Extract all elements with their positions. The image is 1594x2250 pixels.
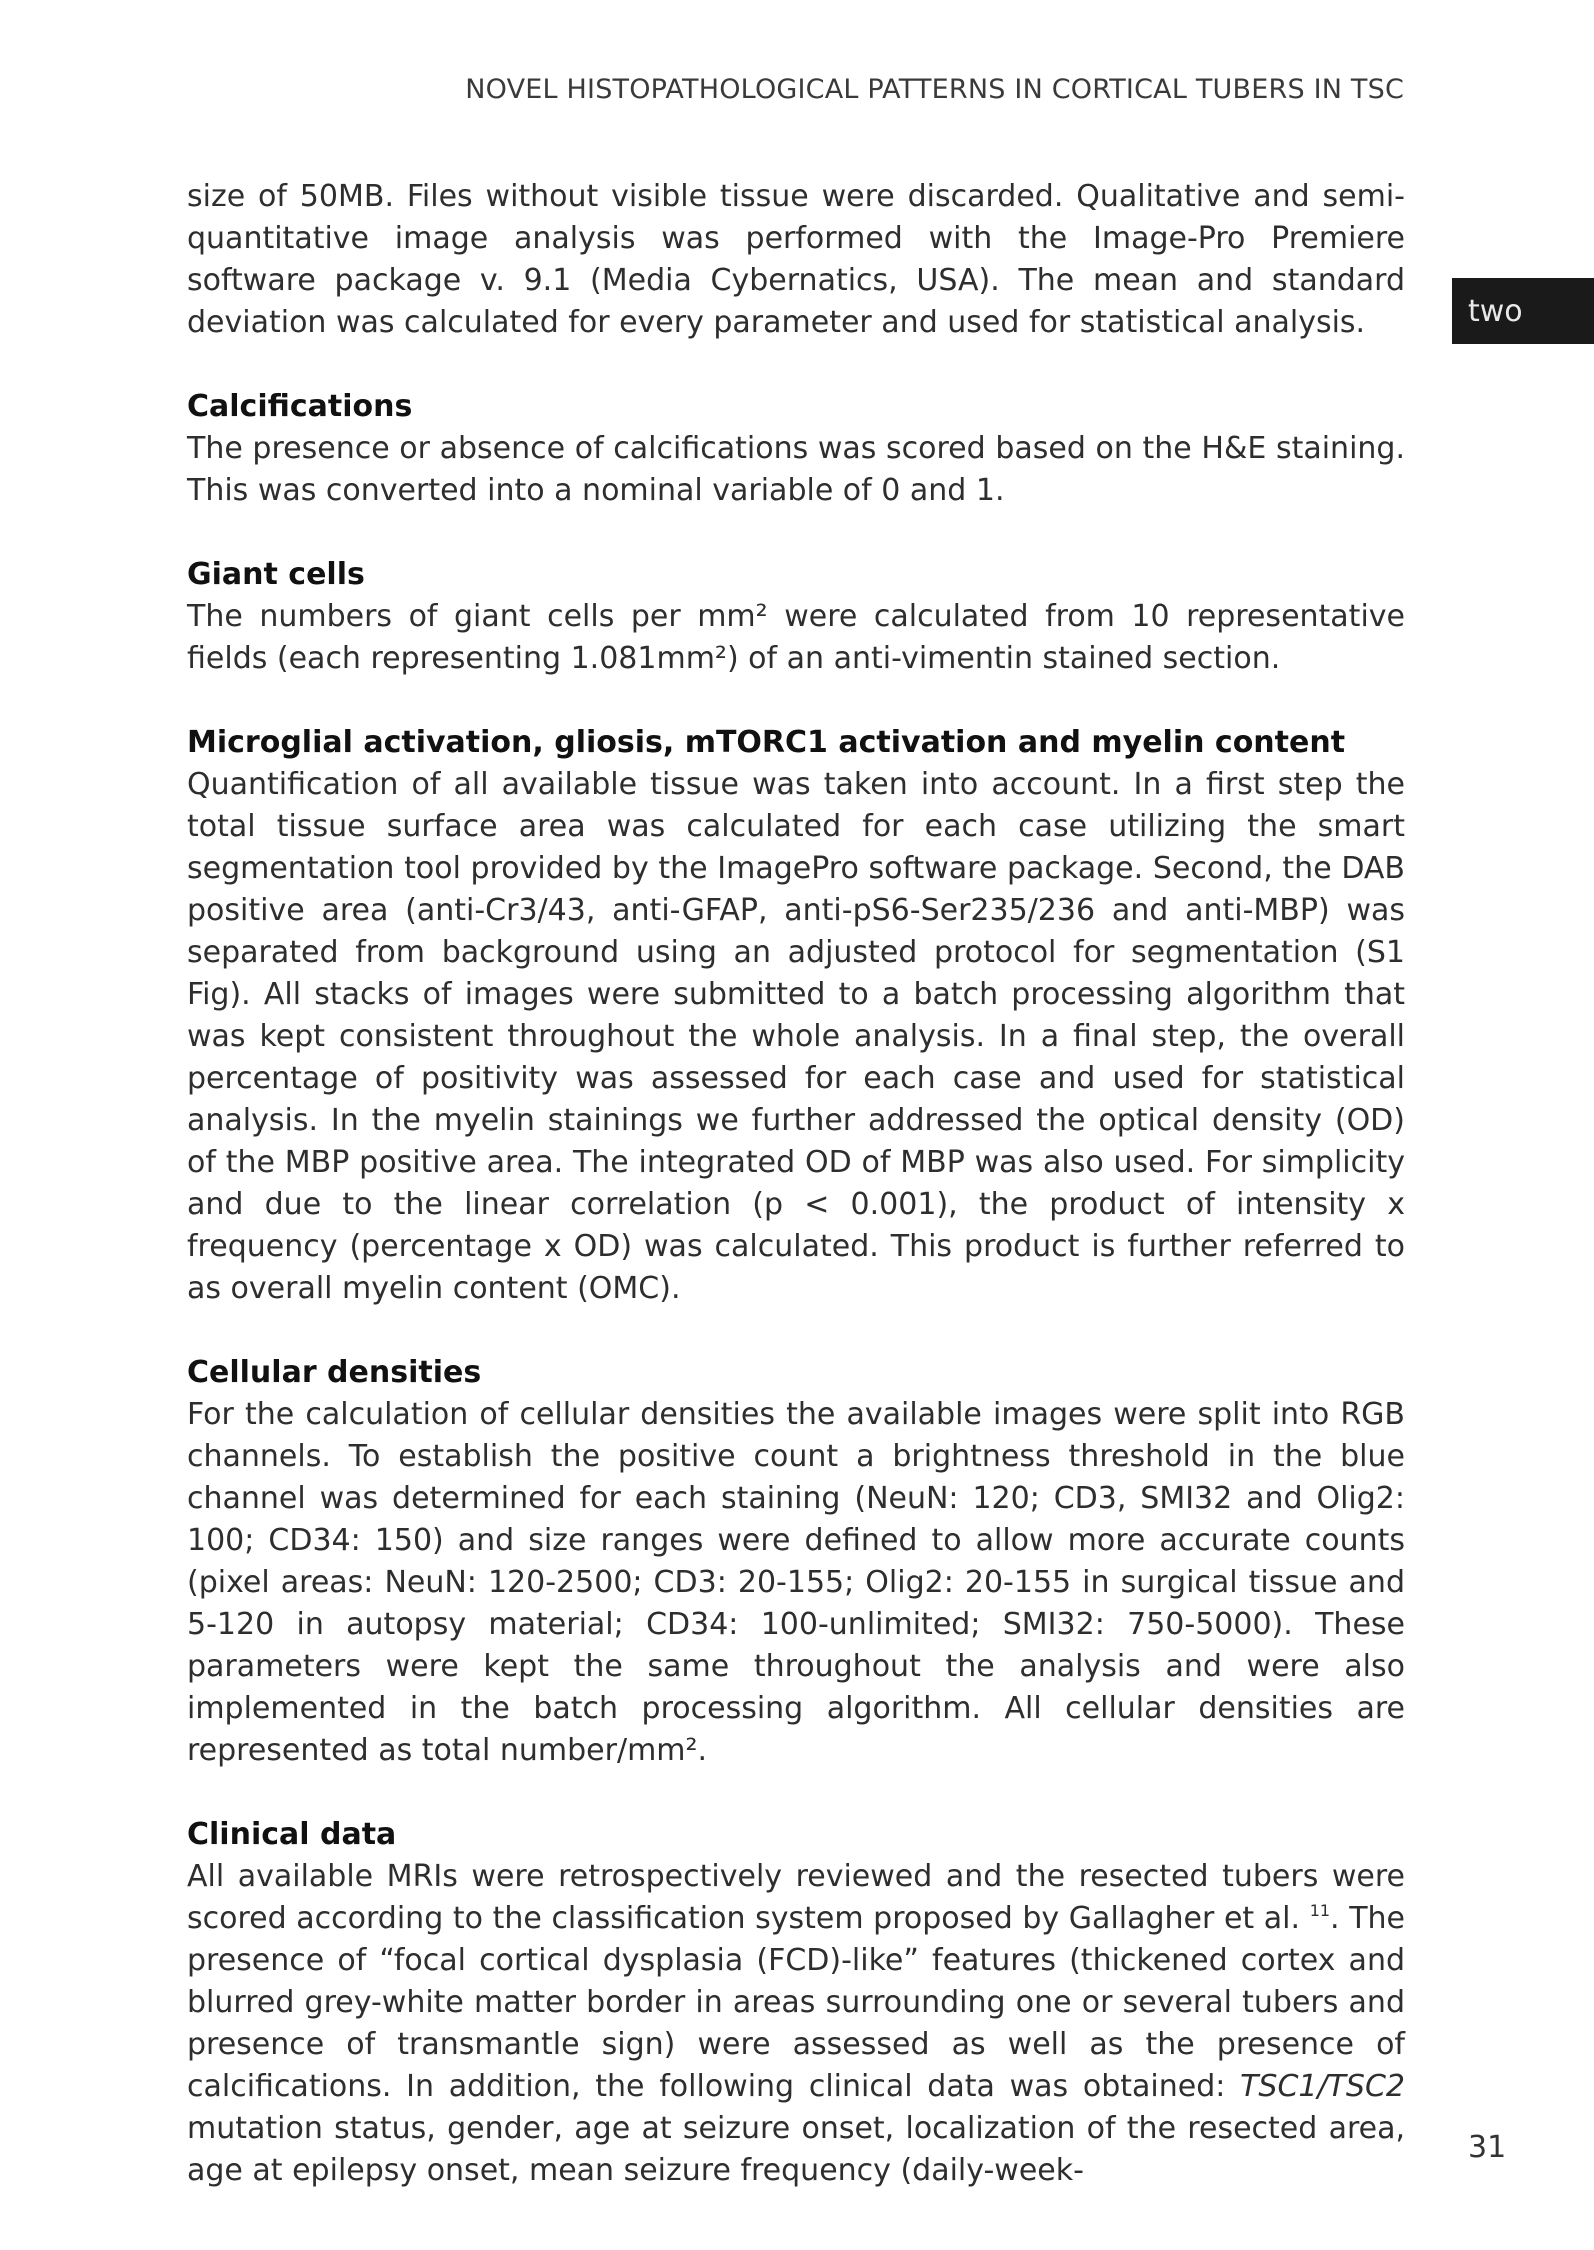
section-microglial xyxy=(187,722,1405,1310)
page-number: 31 xyxy=(1468,2130,1507,2165)
section-giant-cells xyxy=(187,554,1405,680)
section-paragraph: The presence or absence of calcifications was scored based on the H&E staining. This was converted into a nominal variable of 0 and 1. xyxy=(187,431,1405,508)
section-cellular-densities xyxy=(187,1352,1405,1772)
section-heading: Cellular densities xyxy=(187,1355,482,1390)
section-paragraph: Quantification of all available tissue was taken into account. In a first step the total tissue surface area was calculated for each case utilizing the smart segmentation tool provided by the ImagePro software package. Second, the DAB positive area (anti-Cr3/43, anti-GFAP, anti-pS6-Ser235/236 and anti-MBP) was separated from background using an adjusted protocol for segmentation (S1 Fig). All stacks of images were submitted to a batch processing algorithm that was kept consistent throughout the whole analysis. In a final step, the overall percentage of positivity was assessed for each case and used for statistical analysis. In the myelin stainings we further addressed the optical density (OD) of the MBP positive area. The integrated OD of MBP was also used. For simplicity and due to the linear correlation (p < 0.001), the product of intensity x frequency (percentage x OD) was calculated. This product is further referred to as overall myelin content (OMC). xyxy=(187,767,1405,1306)
running-header: NOVEL HISTOPATHOLOGICAL PATTERNS IN CORTICAL TUBERS IN TSC xyxy=(465,74,1404,105)
section-paragraph: The numbers of giant cells per mm² were calculated from 10 representative fields (each representing 1.081mm²) of an anti-vimentin stained section. xyxy=(187,599,1405,676)
section-paragraph: For the calculation of cellular densities the available images were split into RGB channels. To establish the positive count a brightness threshold in the blue channel was determined for each staining (NeuN: 120; CD3, SMI32 and Olig2: 100; CD34: 150) and size ranges were defined to allow more accurate counts (pixel areas: NeuN: 120-2500; CD3: 20-155; Olig2: 20-155 in surgical tissue and 5-120 in autopsy material; CD34: 100-unlimited; SMI32: 750-5000). These parameters were kept the same throughout the analysis and were also implemented in the batch processing algorithm. All cellular densities are represented as total number/mm². xyxy=(187,1397,1405,1768)
clinical-text-3: mutation status, gender, age at seizure onset, localization of the resected area, age at epilepsy onset, mean seizure frequency (daily-week- xyxy=(187,2111,1405,2188)
gene-name-italic: TSC1/TSC2 xyxy=(1240,2069,1405,2104)
reference-superscript: 11 xyxy=(1309,1901,1331,1920)
clinical-text-2: . The presence of “focal cortical dysplasia (FCD)-like” features (thickened cortex and blurred grey-white matter border in areas surrounding one or several tubers and presence of transmantle sign) were assessed as well as the presence of calcifications. In addition, the following clinical data was obtained: xyxy=(187,1901,1405,2104)
intro-paragraph: size of 50MB. Files without visible tissue were discarded. Qualitative and semi-quantitative image analysis was performed with the Image-Pro Premiere software package v. 9.1 (Media Cybernatics, USA). The mean and standard deviation was calculated for every parameter and used for statistical analysis. xyxy=(187,179,1405,340)
chapter-tab xyxy=(1452,278,1594,344)
chapter-tab-label: two xyxy=(1468,293,1523,329)
section-clinical-data xyxy=(187,1814,1405,2192)
section-heading: Microglial activation, gliosis, mTORC1 activation and myelin content xyxy=(187,725,1346,760)
section-heading: Giant cells xyxy=(187,557,365,592)
section-calcifications xyxy=(187,386,1405,512)
section-heading: Clinical data xyxy=(187,1817,397,1852)
section-paragraph xyxy=(187,1856,1405,2192)
page-body xyxy=(187,176,1405,2192)
clinical-text-1: All available MRIs were retrospectively reviewed and the resected tubers were scored according to the classification system proposed by Gallagher et al. xyxy=(187,1859,1405,1936)
section-heading: Calcifications xyxy=(187,389,413,424)
